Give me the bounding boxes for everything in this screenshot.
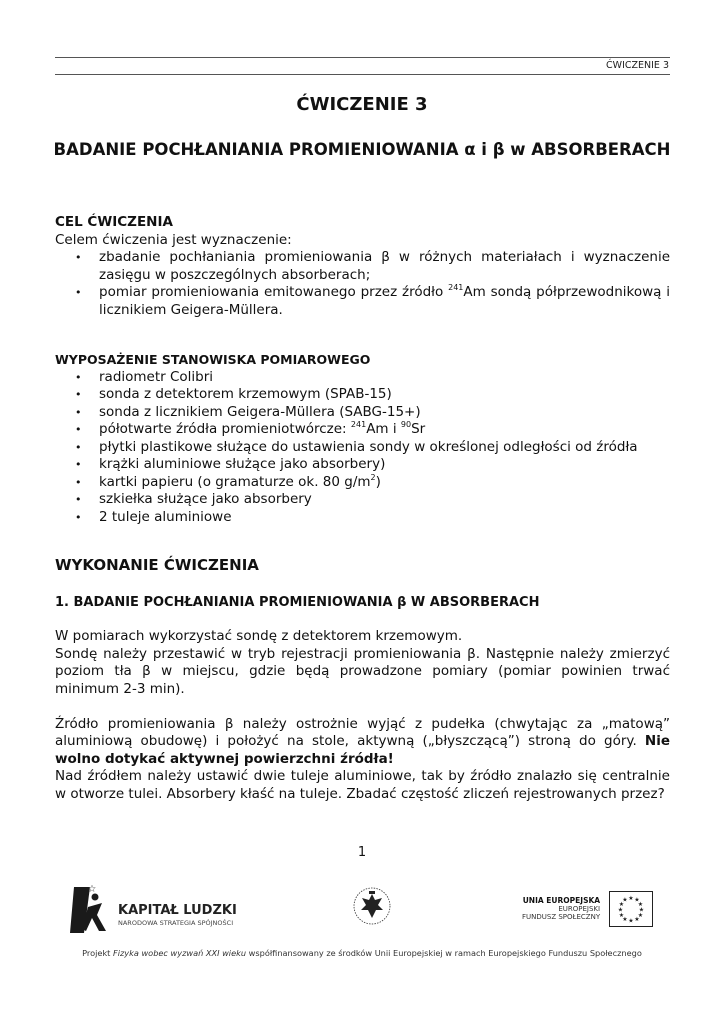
equipment-item: • płytki plastikowe służące do ustawienia sondy w określonej odległości od źródła xyxy=(55,439,670,457)
kl-title: KAPITAŁ LUDZKI xyxy=(118,903,237,918)
goal-intro: Celem ćwiczenia jest wyznaczenie: xyxy=(55,231,292,248)
equipment-item: • półotwarte źródła promieniotwórcze: $^{241}$Am i $^{90}$Sr xyxy=(55,421,670,439)
procedure-heading: WYKONANIE ĆWICZENIA xyxy=(55,556,259,574)
equipment-item: • radiometr Colibri xyxy=(55,369,670,387)
svg-text:★: ★ xyxy=(637,912,644,919)
goal-list xyxy=(55,249,670,319)
kl-subtitle: NARODOWA STRATEGIA SPÓJNOŚCI xyxy=(118,919,234,927)
procedure-subheading: 1. BADANIE POCHŁANIANIA PROMIENIOWANIA β W ABSORBERACH xyxy=(55,595,540,610)
header-rule-bottom xyxy=(55,74,670,75)
paragraph: W pomiarach wykorzystać sondę z detektorem krzemowym. xyxy=(55,628,463,644)
svg-text:★: ★ xyxy=(618,901,625,908)
university-seal xyxy=(352,884,392,934)
eu-flag-icon xyxy=(609,891,653,927)
paragraph: Źródło promieniowania β należy ostrożnie wyjąć z pudełka (chwytając za „matową” aluminiową obudowę) i położyć na stole, aktywną („błyszczącą”) stroną do góry. Nie wolno dotykać aktywnej powierzchni źródła! xyxy=(55,715,670,767)
svg-text:★: ★ xyxy=(618,912,625,919)
equipment-section xyxy=(55,351,670,526)
paragraph: Nad źródłem należy ustawić dwie tuleje aluminiowe, tak by źródło znalazło się centralnie w otworze tulei. Absorbery kłaść na tuleje. Zbadać częstość zliczeń rejestrowanych przez? xyxy=(55,768,670,802)
procedure-body xyxy=(55,628,670,803)
equipment-item: • sonda z detektorem krzemowym (SPAB-15) xyxy=(55,386,670,404)
warning-text: Nie wolno dotykać aktywnej powierzchni źródła! xyxy=(55,733,670,767)
svg-text:★: ★ xyxy=(634,916,640,923)
page-number: 1 xyxy=(357,845,367,860)
svg-text:★: ★ xyxy=(617,906,624,914)
svg-text:★: ★ xyxy=(628,917,634,925)
eu-title: UNIA EUROPEJSKA xyxy=(522,896,601,905)
svg-text:★: ★ xyxy=(638,906,645,914)
equipment-item: • 2 tuleje aluminiowe xyxy=(55,509,670,527)
goal-heading: CEL ĆWICZENIA xyxy=(55,214,173,230)
page-subtitle: BADANIE POCHŁANIANIA PROMIENIOWANIA α i β w ABSORBERACH xyxy=(53,140,671,159)
svg-text:★: ★ xyxy=(622,896,628,904)
svg-text:★: ★ xyxy=(628,895,634,902)
goal-section xyxy=(55,214,670,319)
paragraph: Sondę należy przestawić w tryb rejestracji promieniowania β. Następnie należy zmierzyć poziom tła β w miejscu, gdzie będą prowadzone pomiary (pomiar powinien trwać minimum 2-3 min). xyxy=(55,645,670,697)
kapital-ludzki-emblem-icon xyxy=(68,885,112,935)
svg-text:★: ★ xyxy=(622,916,628,923)
equipment-item: • szkiełka służące jako absorbery xyxy=(55,491,670,509)
equipment-list xyxy=(55,369,670,527)
page-title: ĆWICZENIE 3 xyxy=(296,94,428,115)
eu-text-block xyxy=(522,896,600,921)
equipment-item: • kartki papieru (o gramaturze ok. 80 $g/m^2$) xyxy=(55,474,670,492)
goal-item: • pomiar promieniowania emitowanego przez źródło $^{241}$Am sondą półprzewodnikową i licznikiem Geigera-Müllera. xyxy=(55,284,670,319)
university-eagle-seal-icon xyxy=(352,884,392,930)
eu-subtitle-2: FUNDUSZ SPOŁECZNY xyxy=(522,913,601,921)
footer: Projekt Fizyka wobec wyzwań XXI wieku współfinansowany ze środków Unii Europejskiej w ramach Europejskiego Funduszu Społecznego xyxy=(82,948,642,958)
equipment-heading: WYPOSAŻENIE STANOWISKA POMIAROWEGO xyxy=(55,352,371,367)
equipment-item: • krążki aluminiowe służące jako absorbery) xyxy=(55,456,670,474)
header-rule-top xyxy=(55,57,670,58)
kapital-ludzki-logo xyxy=(68,885,237,939)
eu-subtitle-1: EUROPEJSKI xyxy=(558,905,601,913)
equipment-item: • sonda z licznikiem Geigera-Müllera (SABG-15+) xyxy=(55,404,670,422)
running-header: ĆWICZENIE 3 xyxy=(606,60,669,71)
svg-text:★: ★ xyxy=(637,901,644,908)
svg-text:★: ★ xyxy=(634,896,640,904)
goal-item: • zbadanie pochłaniania promieniowania β w różnych materiałach i wyznaczenie zasięgu w poszczególnych absorberach; xyxy=(55,249,670,284)
